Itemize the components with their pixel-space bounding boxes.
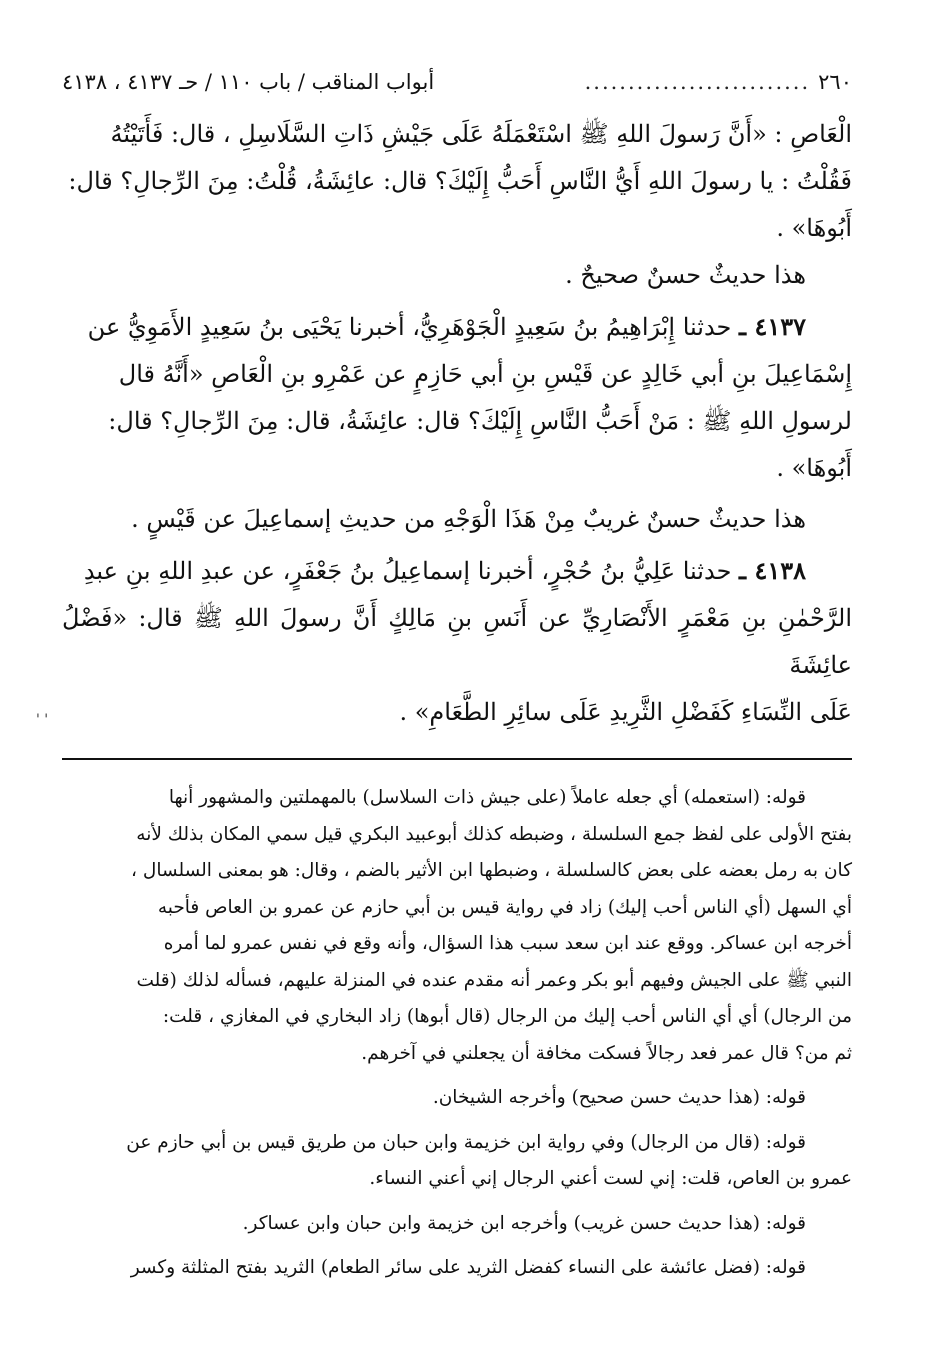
text-line: لرسولِ اللهِ ﷺ : مَنْ أَحَبُّ النَّاسِ إِلَيْكَ؟ قال: عائِشَةُ، قال: مِنَ الرِّجالِ؟ قال: (108, 407, 852, 435)
footnote-line: بفتح الأولى على لفظ جمع السلسلة ، وضبطه كذلك أبوعبيد البكري قيل سمي المكان بذلك لأنه (136, 823, 852, 845)
footnote-line: قوله: (فضل عائشة على النساء كفضل الثريد على سائر الطعام) الثريد بفتح المثلثة وكسر (130, 1257, 806, 1278)
hadith-text: حدثنا عَلِيُّ بنُ حُجْرٍ، أخبرنا إسماعِيلُ بنُ جَعْفَرٍ، عن عبدِ اللهِ بنِ عبدِ (83, 557, 732, 585)
hadith-text: حدثنا إِبْرَاهِيمُ بنُ سَعِيدٍ الْجَوْهَرِيُّ، أخبرنا يَحْيَى بنُ سَعِيدٍ الأَمَوِيُّ عن (87, 313, 732, 341)
text-line: فَقُلْتُ : يا رسولَ اللهِ أَيُّ النَّاسِ أَحَبُّ إِلَيْكَ؟ قال: عائِشَةُ، قُلْتُ: مِنَ الرِّجالِ؟ قال: (68, 167, 852, 195)
book-page (62, 70, 852, 1330)
text-line: أَبُوهَا» . (776, 454, 852, 482)
footnote-line: قوله: (قال من الرجال) وفي رواية ابن خزيمة وابن حبان من طريق قيس بن أبي حازم عن (126, 1131, 806, 1153)
page-number: ٢٦٠ (818, 70, 852, 94)
text-line: أَبُوهَا» . (776, 214, 852, 242)
text-line: الرَّحْمٰنِ بنِ مَعْمَرٍ الأَنْصَارِيِّ عن أَنَسِ بنِ مَالِكٍ أَنَّ رسولَ اللهِ ﷺ قال: «فَضْلُ عائِشَةَ (62, 604, 852, 679)
footnotes (62, 780, 852, 1287)
text-line: إِسْمَاعِيلَ بنِ أبي خَالِدٍ عن قَيْسِ بنِ أبي حَازِمٍ عن عَمْرِو بنِ الْعَاصِ «أَنَّهُ قال (118, 360, 852, 388)
text-line: عَلَى النِّسَاءِ كَفَضْلِ الثَّرِيدِ عَلَى سائِرِ الطَّعَامِ» . (399, 698, 852, 726)
footnote-line: أي السهل (أي الناس أحب إليك) زاد في رواية قيس بن أبي حازم عن عمرو بن العاص فأحبه (157, 896, 852, 918)
footnote-line: أخرجه ابن عساكر. ووقع عند ابن سعد سبب هذا السؤال، وأنه وقع في نفس عمرو لما أمره (163, 933, 852, 954)
footnote-line: عمرو بن العاص، قلت: إني لست أعني الرجال إني أعني النساء. (369, 1168, 852, 1189)
hadith-number: ٤١٣٧ ـ (739, 312, 806, 341)
footnote-line: قوله: (استعمله) أي جعله عاملاً (على جيش ذات السلاسل) بالمهملتين والمشهور أنها (168, 787, 806, 808)
footnote-line: قوله: (هذا حديث حسن غريب) وأخرجه ابن خزيمة وابن حبان وابن عساكر. (242, 1212, 806, 1234)
footnote-divider (62, 758, 852, 760)
footnote-line: قوله: (هذا حديث حسن صحيح) وأخرجه الشيخان. (432, 1087, 806, 1108)
header-leader-dots: .......................... (584, 70, 811, 94)
hadith-4138-start (62, 547, 852, 595)
margin-mark: ' ' (36, 712, 49, 728)
main-text (62, 111, 852, 736)
footnote-line: ثم من؟ قال عمر فعد رجالاً فسكت مخافة أن يجعلني في آخرهم. (361, 1042, 852, 1064)
hadith-4137-start (62, 303, 852, 351)
footnote-line: من الرجال) أي أي الناس أحب إليك من الرجال (قال أبوها) زاد البخاري في المغازي ، قلت: (162, 1006, 852, 1027)
footnote-line: كان به رمل بعضه على بعض كالسلسلة ، وضبطها ابن الأثير بالضم ، وقال: هو بمعنى السلسال ، (131, 860, 852, 881)
hadith-number: ٤١٣٨ ـ (739, 556, 806, 585)
hadith-verdict: هذا حديثٌ حسنٌ غريبٌ مِنْ هَذَا الْوَجْهِ من حديثِ إسماعِيلَ عن قَيْسٍ . (131, 505, 806, 533)
hadith-verdict: هذا حديثٌ حسنٌ صحيحٌ . (565, 261, 806, 289)
page-header (62, 70, 852, 111)
running-title: أبواب المناقب / باب ١١٠ / حـ ٤١٣٧ ، ٤١٣٨ (62, 70, 435, 94)
footnote-line: النبي ﷺ على الجيش وفيهم أبو بكر وعمر أنه مقدم عنده في المنزلة عليهم، فسأله لذلك (قلت (136, 969, 852, 991)
text-line: الْعَاصِ : «أَنَّ رَسولَ اللهِ ﷺ اسْتَعْمَلَهُ عَلَى جَيْشِ ذَاتِ السَّلَاسِلِ ، قال: فَأَتَيْتُهُ (110, 120, 852, 148)
